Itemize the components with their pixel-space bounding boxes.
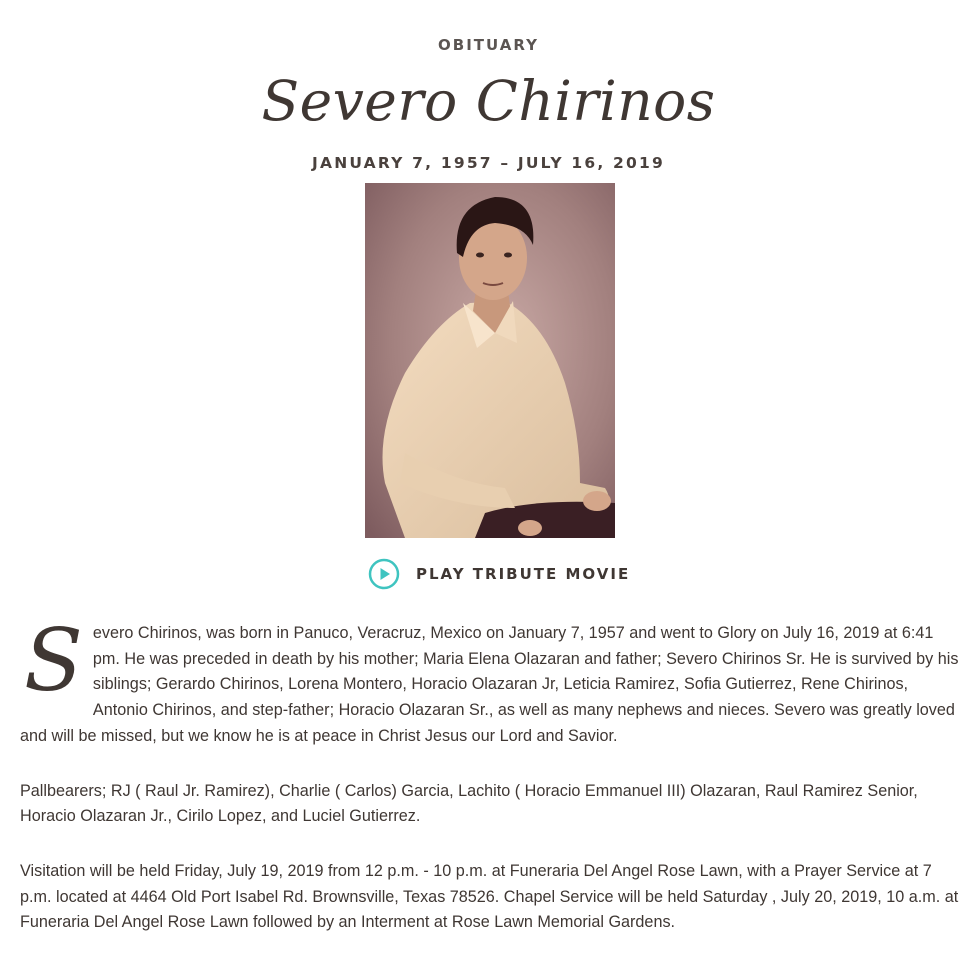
deceased-name: Severo Chirinos: [261, 69, 716, 133]
obituary-paragraph-2: Pallbearers; RJ ( Raul Jr. Ramirez), Charlie ( Carlos) Garcia, Lachito ( Horacio Emmanuel III) Olazaran, Raul Ramirez Senior, Horacio Olazaran Jr., Cirilo Lopez, and Luciel Gutierrez.: [20, 781, 918, 826]
life-dates: JANUARY 7, 1957 – JULY 16, 2019: [312, 154, 665, 172]
portrait-illustration: [365, 183, 615, 538]
play-tribute-movie-button[interactable]: [368, 558, 630, 590]
obituary-paragraph-1: [20, 611, 960, 750]
obituary-paragraph-3: Visitation will be held Friday, July 19, 2019 from 12 p.m. - 10 p.m. at Funeraria Del Angel Rose Lawn, with a Prayer Service at 7 p.m. located at 4464 Old Port Isabel Rd. Brownsville, Texas 78526. Chapel Service will be held Saturday , July 20, 2019, 10 a.m. at Funeraria Del Angel Rose Lawn followed by an Interment at Rose Lawn Memorial Gardens.: [20, 861, 959, 932]
obituary-body: [20, 611, 960, 965]
play-circle-icon: [368, 558, 400, 590]
drop-cap: S: [24, 611, 83, 711]
portrait-photo: [365, 183, 615, 538]
section-kicker: OBITUARY: [438, 36, 539, 54]
paragraph-1-text: evero Chirinos, was born in Panuco, Veracruz, Mexico on January 7, 1957 and went to Glory on July 16, 2019 at 6:41 pm. He was preceded in death by his mother; Maria Elena Olazaran and father; Severo Chirinos Sr. He is survived by his siblings; Gerardo Chirinos, Lorena Montero, Horacio Olazaran Jr, Leticia Ramirez, Sofia Gutierrez, Rene Chirinos, Antonio Chirinos, and step-father; Horacio Olazaran Sr., as well as many nephews and nieces. Severo was greatly loved and will be missed, but we know he is at peace in Christ Jesus our Lord and Savior.: [20, 624, 959, 745]
play-tribute-label: PLAY TRIBUTE MOVIE: [416, 565, 631, 583]
